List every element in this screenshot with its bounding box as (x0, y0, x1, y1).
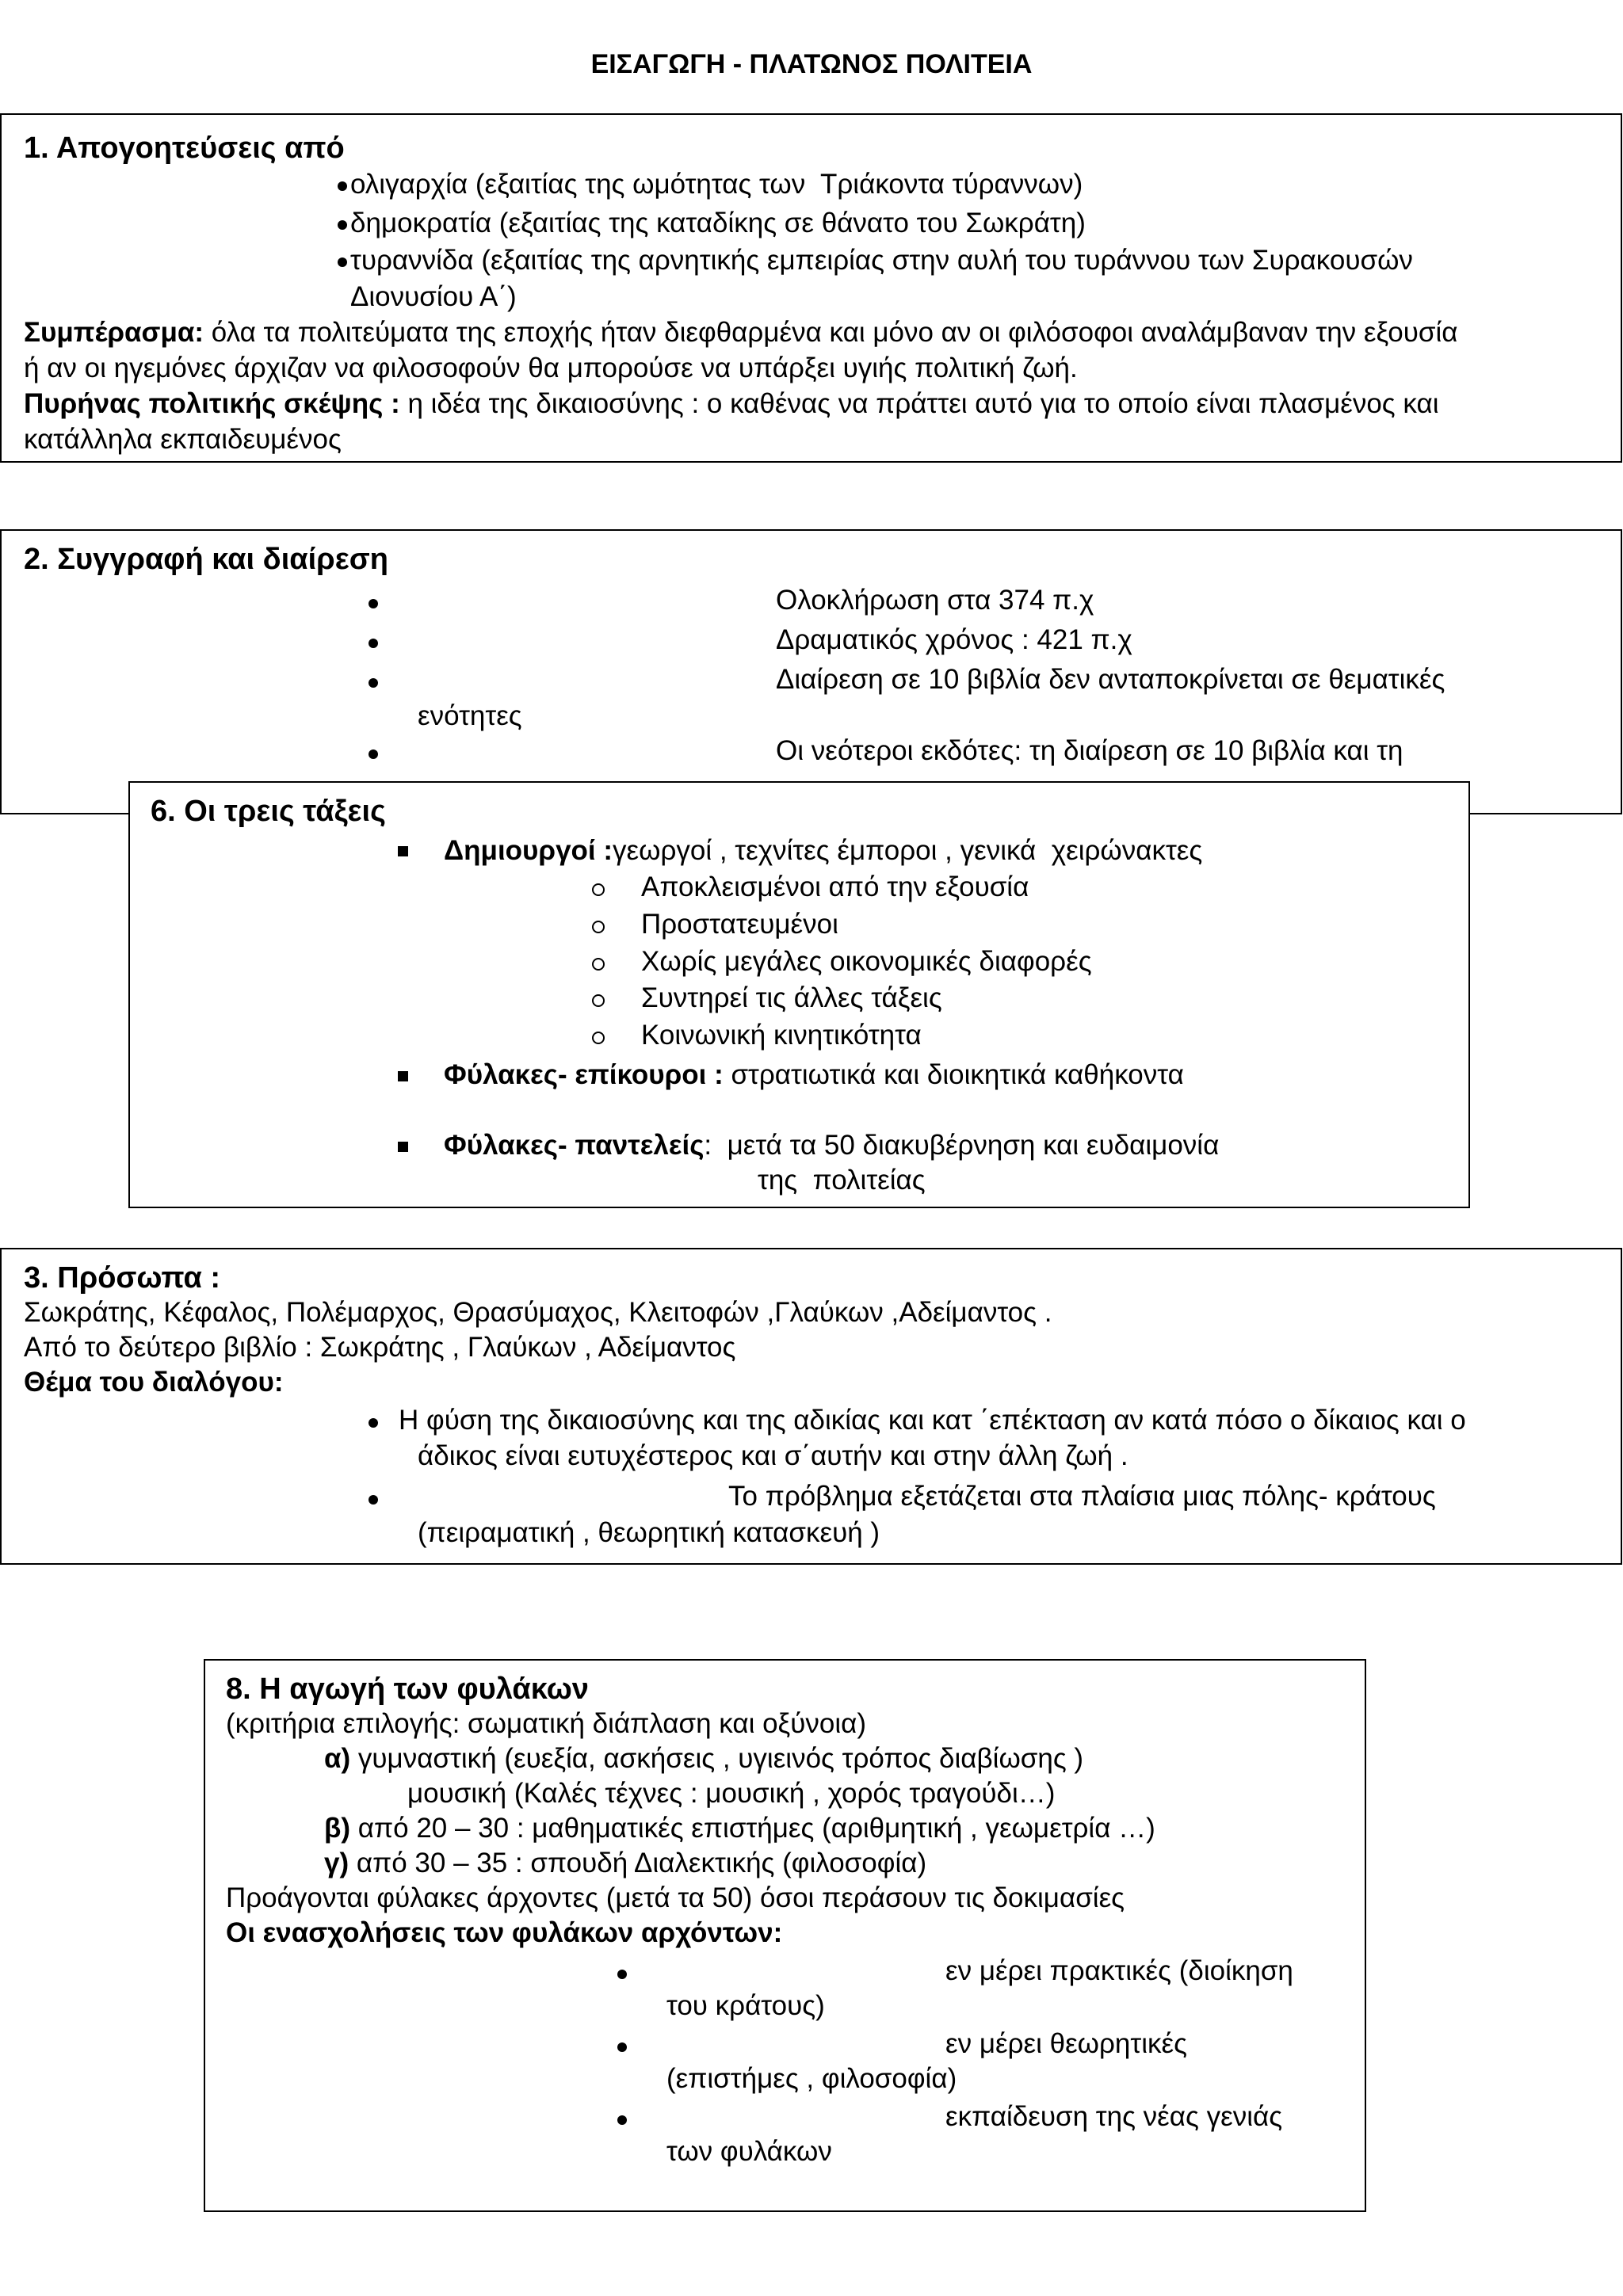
bullet-icon (369, 639, 378, 648)
list-item: τυραννίδα (εξαιτίας της αρνητικής εμπειρίας στην αυλή του τυράννου των Συρακουσών (350, 245, 1413, 276)
duties-label: Οι ενασχολήσεις των φυλάκων αρχόντων: (226, 1917, 783, 1948)
stage-label: β) (324, 1813, 351, 1844)
stage-label: α) (324, 1743, 351, 1774)
education-stage-b (324, 1811, 1155, 1846)
bullet-icon (369, 678, 378, 688)
section-2-heading: 2. Συγγραφή και διαίρεση (24, 543, 388, 576)
class-item-auxiliaries (444, 1058, 1184, 1093)
class-text: στρατιωτικά και διοικητικά καθήκοντα (723, 1059, 1184, 1090)
section-2-box (0, 529, 1622, 814)
class-item-guardians (444, 1128, 1219, 1163)
sub-item: Χωρίς μεγάλες οικονομικές διαφορές (641, 946, 1092, 977)
promotion-text: Προάγονται φύλακες άρχοντες (μετά τα 50) όσοι περάσουν τις δοκιμασίες (226, 1882, 1125, 1913)
list-item: δημοκρατία (εξαιτίας της καταδίκης σε θάνατο του Σωκράτη) (350, 208, 1086, 238)
class-label: Δημιουργοί : (444, 835, 613, 866)
duty-item-continuation: του κράτους) (666, 1990, 825, 2021)
bullet-icon (617, 1970, 627, 1979)
section-6-box (128, 781, 1470, 1208)
class-text: : μετά τα 50 διακυβέρνηση και ευδαιμονία (704, 1130, 1220, 1161)
section-8-heading: 8. Η αγωγή των φυλάκων (226, 1672, 589, 1706)
bullet-icon (338, 257, 347, 267)
list-item-continuation: Διονυσίου Α΄) (350, 281, 517, 312)
section-1-heading: 1. Απογοητεύσεις από (24, 132, 345, 165)
circle-bullet-icon (592, 1032, 605, 1044)
persons-line-2: Από το δεύτερο βιβλίο : Σωκράτης , Γλαύκων , Αδείμαντος (24, 1332, 736, 1363)
class-label: Φύλακες- επίκουροι : (444, 1059, 724, 1090)
persons-line-1: Σωκράτης, Κέφαλος, Πολέμαρχος, Θρασύμαχος, Κλειτοφών ,Γλαύκων ,Αδείμαντος . (24, 1297, 1052, 1328)
stage-label: γ) (324, 1848, 349, 1878)
duty-item: εκπαίδευση της νέας γενιάς (945, 2101, 1283, 2132)
core-text: η ιδέα της δικαιοσύνης : ο καθένας να πράττει αυτό για το οποίο είναι πλασμένος και (399, 388, 1439, 419)
bullet-icon (617, 2042, 627, 2052)
theme-item-2-continuation: (πειραματική , θεωρητική κατασκευή ) (418, 1517, 880, 1548)
conclusion-text: όλα τα πολιτεύματα της εποχής ήταν διεφθαρμένα και μόνο αν οι φιλόσοφοι αναλάμβαναν την εξουσία (204, 317, 1458, 348)
section-3-box (0, 1248, 1622, 1565)
criteria-text: (κριτήρια επιλογής: σωματική διάπλαση και οξύνοια) (226, 1708, 866, 1739)
education-stage-a-continuation: μουσική (Καλές τέχνες : μουσική , χορός τραγούδι…) (407, 1778, 1056, 1809)
circle-bullet-icon (592, 883, 605, 896)
section-3-heading: 3. Πρόσωπα : (24, 1261, 221, 1295)
square-bullet-icon (398, 1142, 408, 1152)
circle-bullet-icon (592, 958, 605, 971)
list-item: Ολοκλήρωση στα 374 π.χ (776, 585, 1094, 616)
theme-item-1: Η φύση της δικαιοσύνης και της αδικίας και κατ ΄επέκταση αν κατά πόσο ο δίκαιος και ο (399, 1405, 1466, 1436)
square-bullet-icon (398, 1071, 408, 1081)
conclusion-line-2: ή αν οι ηγεμόνες άρχιζαν να φιλοσοφούν θα μπορούσε να υπάρξει υγιής πολιτική ζωή. (24, 353, 1078, 383)
conclusion-label: Συμπέρασμα: (24, 317, 204, 348)
bullet-icon (369, 599, 378, 608)
theme-item-1-continuation: άδικος είναι ευτυχέστερος και σ΄αυτήν και στην άλλη ζωή . (418, 1440, 1128, 1471)
bullet-icon (338, 181, 347, 191)
list-item: Οι νεότεροι εκδότες: τη διαίρεση σε 10 βιβλία και τη (776, 735, 1403, 766)
list-item: Δραματικός χρόνος : 421 π.χ (776, 624, 1132, 655)
core-label: Πυρήνας πολιτικής σκέψης : (24, 388, 400, 419)
core-line-1 (24, 387, 1438, 421)
theme-item-2: Το πρόβλημα εξετάζεται στα πλαίσια μιας πόλης- κράτους (728, 1481, 1436, 1512)
stage-text: γυμναστική (ευεξία, ασκήσεις , υγιεινός τρόπος διαβίωσης ) (350, 1743, 1084, 1774)
list-item-continuation: ενότητες (418, 700, 522, 731)
class-text: γεωργοί , τεχνίτες έμποροι , γενικά χειρώνακτες (613, 835, 1203, 866)
duty-item-continuation: (επιστήμες , φιλοσοφία) (666, 2063, 957, 2094)
page-title: ΕΙΣΑΓΩΓΗ - ΠΛΑΤΩΝΟΣ ΠΟΛΙΤΕΙΑ (590, 49, 1033, 79)
bullet-icon (369, 1418, 378, 1428)
circle-bullet-icon (592, 921, 605, 933)
section-8-box (204, 1659, 1366, 2212)
bullet-icon (369, 749, 378, 759)
sub-item: Κοινωνική κινητικότητα (641, 1020, 922, 1051)
duty-item: εν μέρει πρακτικές (διοίκηση (945, 1955, 1293, 1986)
bullet-icon (617, 2115, 627, 2125)
theme-label: Θέμα του διαλόγου: (24, 1367, 284, 1398)
sub-item: Συντηρεί τις άλλες τάξεις (641, 982, 942, 1013)
bullet-icon (369, 1495, 378, 1505)
core-line-2: κατάλληλα εκπαιδευμένος (24, 424, 342, 455)
circle-bullet-icon (592, 994, 605, 1007)
list-item: ολιγαρχία (εξαιτίας της ωμότητας των Τριάκοντα τύραννων) (350, 169, 1083, 200)
sub-item: Αποκλεισμένοι από την εξουσία (641, 871, 1029, 902)
duty-item: εν μέρει θεωρητικές (945, 2028, 1187, 2059)
list-item: Διαίρεση σε 10 βιβλία δεν ανταποκρίνεται σε θεματικές (776, 664, 1445, 695)
bullet-icon (338, 220, 347, 230)
conclusion-line-1 (24, 315, 1457, 350)
section-6-heading: 6. Οι τρεις τάξεις (151, 795, 386, 828)
education-stage-c (324, 1846, 926, 1881)
stage-text: από 20 – 30 : μαθηματικές επιστήμες (αριθμητική , γεωμετρία …) (350, 1813, 1155, 1844)
square-bullet-icon (398, 846, 408, 856)
duty-item-continuation: των φυλάκων (666, 2136, 832, 2167)
stage-text: από 30 – 35 : σπουδή Διαλεκτικής (φιλοσοφία) (349, 1848, 927, 1878)
sub-item: Προστατευμένοι (641, 909, 838, 940)
section-1-box (0, 113, 1622, 463)
class-text-continuation: της πολιτείας (758, 1165, 926, 1196)
education-stage-a (324, 1741, 1083, 1776)
class-item-creators (444, 833, 1202, 868)
class-label: Φύλακες- παντελείς (444, 1130, 705, 1161)
